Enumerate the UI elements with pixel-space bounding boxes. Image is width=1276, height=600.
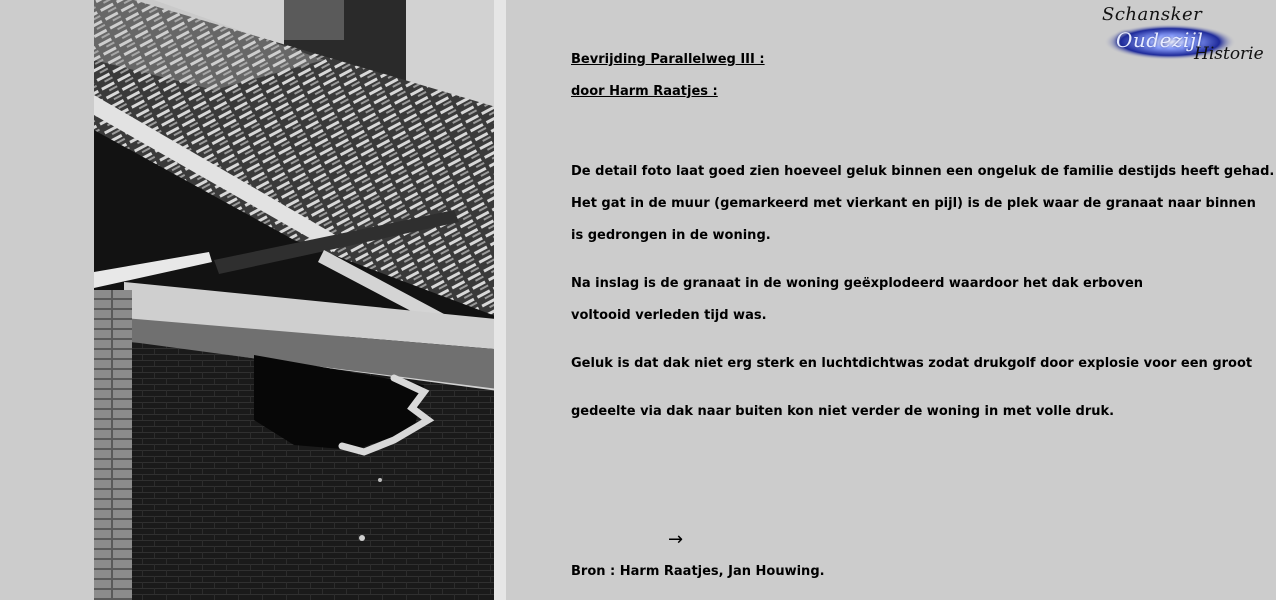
source-credit: Bron : Harm Raatjes, Jan Houwing. (571, 564, 825, 579)
paragraph-2-line-2: voltooid verleden tijd was. (571, 308, 767, 323)
paragraph-1-line-1: De detail foto laat goed zien hoeveel geluk binnen een ongeluk de familie destijds heeft gehad. (571, 164, 1275, 179)
schansker-oudezijl-historie-logo[interactable] (1100, 4, 1270, 68)
paragraph-3-line-2: gedeelte via dak naar buiten kon niet verder de woning in met volle druk. (571, 404, 1115, 419)
logo-line-historie: Historie (1194, 44, 1264, 64)
article-title: Bevrijding Parallelweg III : (571, 52, 765, 67)
photo-drawing (94, 0, 506, 600)
article-author: door Harm Raatjes : (571, 84, 718, 99)
logo-line-schansker: Schansker (1102, 4, 1203, 25)
damaged-house-photo (94, 0, 506, 600)
paragraph-3-line-1: Geluk is dat dak niet erg sterk en luchtdichtwas zodat drukgolf door explosie voor een groot (571, 356, 1253, 371)
paragraph-1-line-2: Het gat in de muur (gemarkeerd met vierkant en pijl) is de plek waar de granaat naar binnen (571, 196, 1256, 211)
paragraph-2-line-1: Na inslag is de granaat in de woning geëxplodeerd waardoor het dak erboven (571, 276, 1144, 291)
logo-line-oudezijl: Oudezijl (1116, 28, 1204, 52)
next-page-arrow[interactable]: → (668, 529, 684, 550)
paragraph-1-line-3: is gedrongen in de woning. (571, 228, 771, 243)
